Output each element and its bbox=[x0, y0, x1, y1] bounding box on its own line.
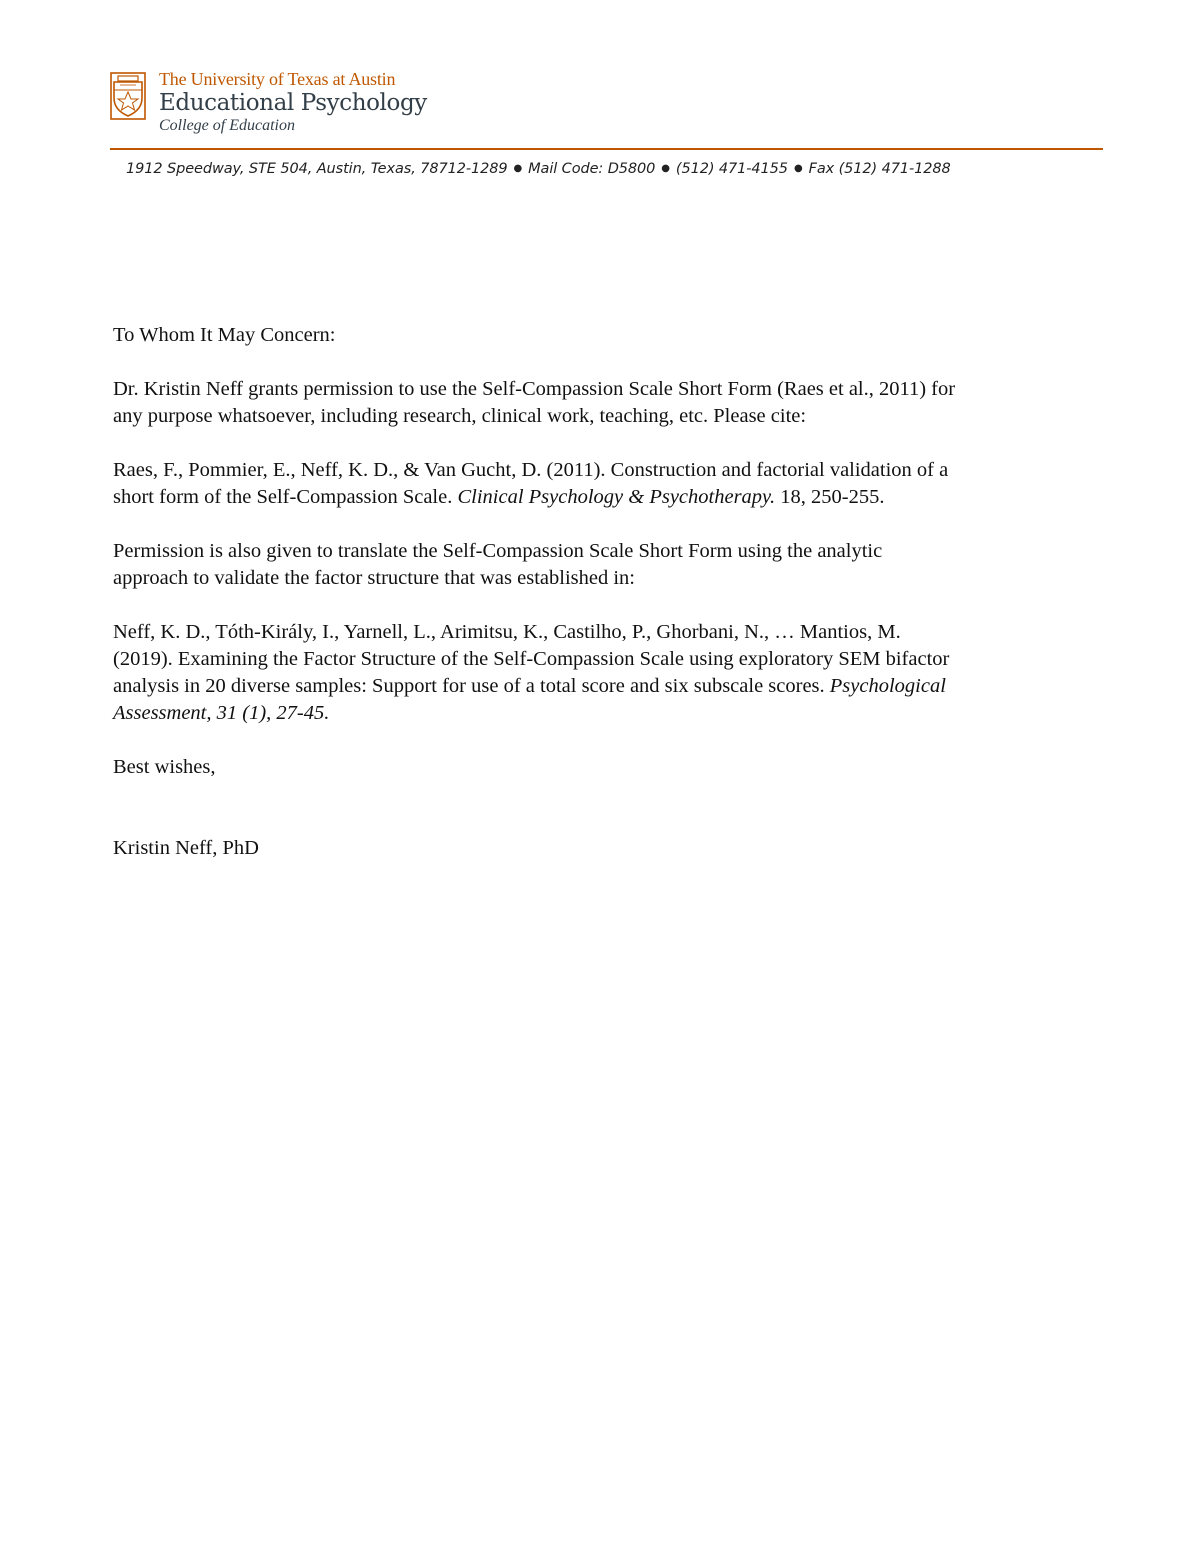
address-line bbox=[126, 159, 1086, 179]
bullet-separator: ● bbox=[793, 163, 803, 174]
permission-paragraph bbox=[113, 376, 1098, 430]
closing-text: Best wishes, bbox=[113, 756, 216, 778]
paragraph-line: approach to validate the factor structure that was established in: bbox=[113, 567, 635, 589]
ut-seal-icon bbox=[110, 72, 146, 120]
citation-line: Neff, K. D., Tóth-Király, I., Yarnell, L., Arimitsu, K., Castilho, P., Ghorbani, N., … Mantios, M. bbox=[113, 621, 901, 643]
letter-body bbox=[113, 322, 1098, 889]
journal-volume: Assessment, 31 (1), 27-45. bbox=[113, 702, 330, 724]
signature bbox=[113, 835, 1098, 862]
citation-text: short form of the Self-Compassion Scale. bbox=[113, 486, 458, 508]
citation-line: (2019). Examining the Factor Structure of the Self-Compassion Scale using exploratory SEM bifactor bbox=[113, 648, 950, 670]
salutation bbox=[113, 322, 1098, 349]
department-name: Educational Psychology bbox=[159, 90, 427, 116]
citation-line: Raes, F., Pommier, E., Neff, K. D., & Van Gucht, D. (2011). Construction and factorial validation of a bbox=[113, 459, 949, 481]
citation-neff bbox=[113, 619, 1098, 727]
fax-number: Fax (512) 471-1288 bbox=[808, 161, 951, 177]
mail-code: Mail Code: D5800 bbox=[528, 161, 656, 177]
paragraph-line: Permission is also given to translate the Self-Compassion Scale Short Form using the analytic bbox=[113, 540, 883, 562]
citation-line bbox=[113, 673, 1098, 700]
salutation-text: To Whom It May Concern: bbox=[113, 324, 336, 346]
citation-volume: 18, 250-255. bbox=[775, 486, 885, 508]
phone-number: (512) 471-4155 bbox=[675, 161, 788, 177]
citation-raes bbox=[113, 457, 1098, 511]
journal-title: Psychological bbox=[829, 675, 946, 697]
signature-name: Kristin Neff, PhD bbox=[113, 837, 259, 859]
bullet-separator: ● bbox=[661, 163, 670, 174]
college-name: College of Education bbox=[159, 117, 295, 134]
header-divider bbox=[110, 148, 1103, 150]
closing bbox=[113, 754, 1098, 781]
university-name: The University of Texas at Austin bbox=[159, 69, 396, 89]
street-address: 1912 Speedway, STE 504, Austin, Texas, 78712-1289 bbox=[126, 161, 508, 177]
journal-title: Clinical Psychology & Psychotherapy. bbox=[457, 486, 776, 508]
bullet-separator: ● bbox=[513, 163, 523, 174]
paragraph-line: any purpose whatsoever, including research, clinical work, teaching, etc. Please cite: bbox=[113, 405, 807, 427]
translation-paragraph bbox=[113, 538, 1098, 592]
letterhead bbox=[110, 68, 530, 138]
paragraph-line: Dr. Kristin Neff grants permission to use the Self-Compassion Scale Short Form (Raes et al., 2011) for bbox=[113, 378, 956, 400]
citation-text: analysis in 20 diverse samples: Support for use of a total score and six subscale scores. bbox=[113, 675, 830, 697]
citation-line bbox=[113, 484, 1098, 511]
